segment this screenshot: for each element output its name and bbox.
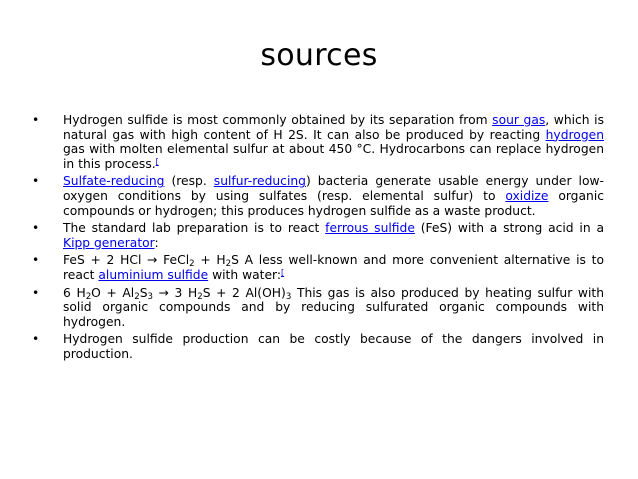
text: This gas is also produced by heating sulfur with solid organic compounds and by reducing sulfurated organic compounds with hydrogen. (63, 285, 604, 329)
text: O + Al (91, 285, 135, 300)
text: S A less well-known and more convenient alternative is to react (63, 253, 604, 282)
text: Hydrogen sulfide is most commonly obtained by its separation from (63, 113, 493, 127)
subscript: 2 (197, 291, 203, 302)
slide-title: sources (260, 38, 378, 73)
text: , which is natural gas with high content of H 2S. It can also be produced by reacting (63, 113, 604, 142)
bullet-list (32, 113, 604, 365)
bullet-item-3 (32, 221, 604, 250)
subscript: 2 (225, 259, 232, 270)
subscript: 2 (85, 291, 92, 302)
text: 6 H (63, 285, 86, 300)
text: : (154, 235, 159, 250)
link-ferrous-sulfide[interactable]: ferrous sulfide (325, 221, 415, 236)
bullet-item-6 (32, 332, 604, 361)
text: FeS + 2 HCl → FeCl (63, 253, 190, 268)
bullet-item-2 (32, 174, 604, 218)
link-sulfate-reducing[interactable]: Sulfate-reducing (63, 174, 165, 189)
bullet-item-5 (32, 286, 604, 330)
bullet-dot: • (32, 221, 40, 236)
reference-link[interactable]: [ (155, 156, 159, 166)
bullet-dot: • (32, 285, 40, 300)
reference-link[interactable]: [ (281, 267, 285, 277)
text: (FeS) with a strong acid in a (414, 221, 604, 236)
text: ) bacteria generate usable energy under low-oxygen conditions by using sulfates (resp. elemental sulfur) to (63, 174, 604, 203)
link-sulfur-reducing[interactable]: sulfur-reducing (213, 174, 306, 189)
subscript: 2 (134, 291, 140, 302)
text: with water: (208, 267, 282, 282)
text: organic compounds or hydrogen; this produces hydrogen sulfide as a waste product. (63, 188, 604, 218)
link-sour-gas[interactable]: sour gas (492, 113, 546, 127)
text: S + 2 Al(OH) (202, 285, 286, 300)
text: The standard lab preparation is to react (63, 221, 326, 236)
bullet-dot: • (32, 253, 40, 268)
text: (resp. (164, 174, 214, 189)
bullet-dot: • (32, 174, 40, 189)
text: → 3 H (153, 285, 198, 300)
link-oxidize[interactable]: oxidize (505, 188, 549, 203)
bullet-item-4 (32, 253, 604, 282)
link-aluminium-sulfide[interactable]: aluminium sulfide (98, 267, 209, 282)
text: S (139, 285, 148, 300)
bullet-item-1 (32, 113, 604, 171)
subscript: 3 (285, 291, 292, 302)
bullet-dot: • (32, 332, 40, 347)
bullet-dot: • (32, 113, 40, 127)
link-hydrogen[interactable]: hydrogen (545, 127, 604, 142)
subscript: 3 (147, 291, 153, 302)
text: Hydrogen sulfide production can be costly because of the dangers involved in production. (63, 332, 604, 361)
text: + H (194, 253, 226, 268)
text: gas with molten elemental sulfur at about 450 °C. Hydrocarbons can replace hydrogen in this process. (63, 142, 604, 171)
link-kipp-generator[interactable]: Kipp generator (63, 235, 155, 250)
subscript: 2 (189, 259, 195, 270)
